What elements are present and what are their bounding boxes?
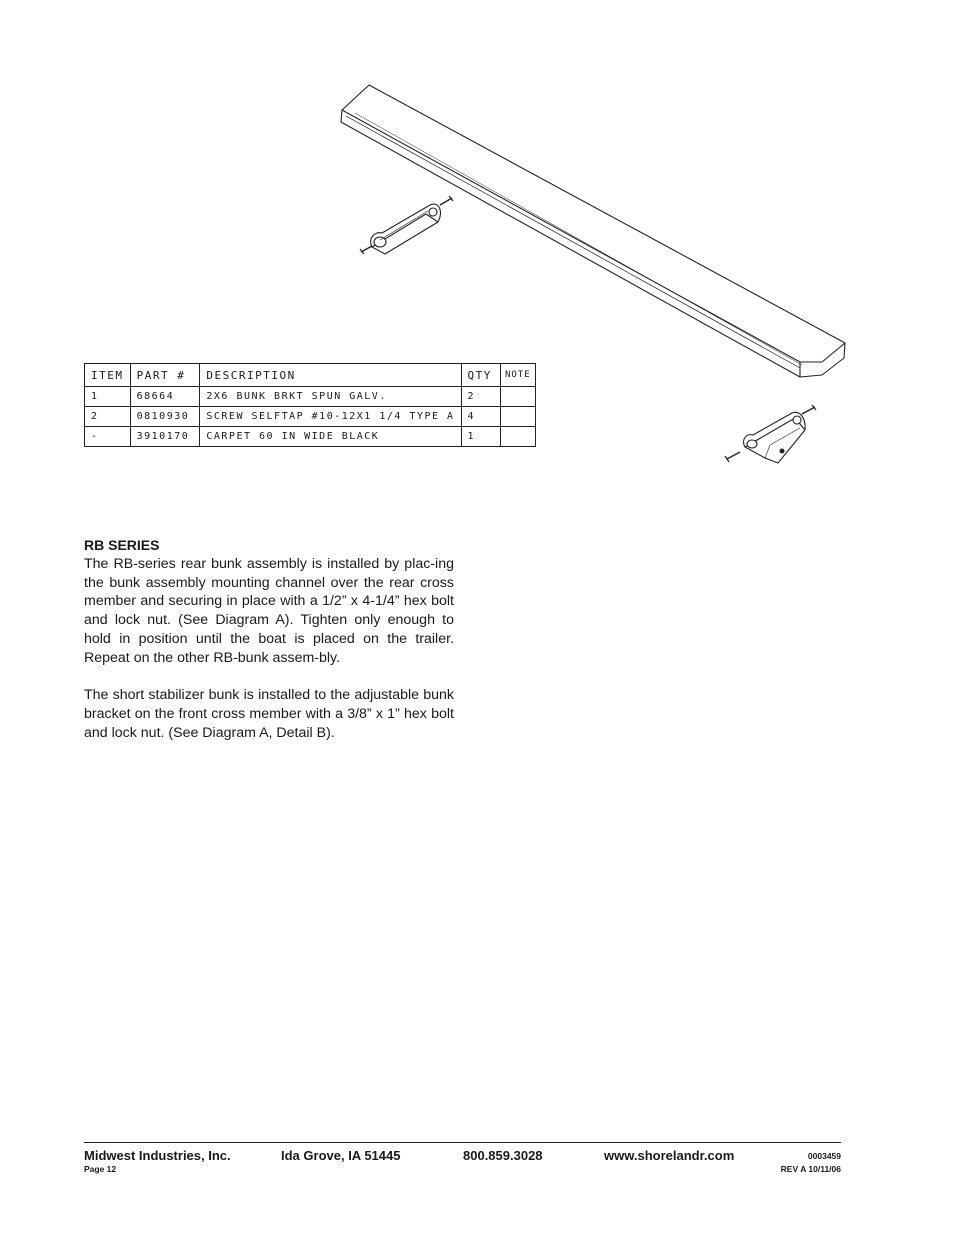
cell-note — [500, 407, 535, 427]
footer-company: Midwest Industries, Inc. — [84, 1148, 231, 1163]
cell-qty: 2 — [461, 387, 500, 407]
header-part-number: PART # — [130, 364, 200, 387]
cell-description: 2X6 BUNK BRKT SPUN GALV. — [200, 387, 461, 407]
cell-description: SCREW SELFTAP #10-12X1 1/4 TYPE A — [200, 407, 461, 427]
section-heading: RB SERIES — [84, 537, 160, 553]
table-row — [85, 387, 536, 407]
footer-rule — [84, 1142, 841, 1143]
footer-city: Ida Grove, IA 51445 — [281, 1148, 401, 1163]
cell-qty: 4 — [461, 407, 500, 427]
cell-item: 1 — [85, 387, 131, 407]
cell-note — [500, 427, 535, 447]
parts-table-header — [85, 364, 536, 387]
footer-phone: 800.859.3028 — [463, 1148, 543, 1163]
cell-item: 2 — [85, 407, 131, 427]
footer-revision: REV A 10/11/06 — [780, 1164, 841, 1174]
bunk-bracket-left — [360, 196, 453, 254]
parts-table — [84, 363, 536, 447]
cell-description: CARPET 60 IN WIDE BLACK — [200, 427, 461, 447]
cell-item: - — [85, 427, 131, 447]
cell-part-number: 3910170 — [130, 427, 200, 447]
bunk-bracket-right — [725, 405, 816, 463]
rb-series-section — [84, 536, 454, 762]
cell-note — [500, 387, 535, 407]
table-row — [85, 407, 536, 427]
cell-part-number: 68664 — [130, 387, 200, 407]
footer-doc-number: 0003459 — [807, 1151, 841, 1161]
section-paragraph-2: The short stabilizer bunk is installed to the adjustable bunk bracket on the front cross member with a 3/8” x 1” hex bolt and lock nut. (See Diagram A, Detail B). — [84, 687, 454, 741]
footer-page-number: Page 12 — [84, 1164, 117, 1174]
cell-part-number: 0810930 — [130, 407, 200, 427]
table-row — [85, 427, 536, 447]
header-item: ITEM — [85, 364, 131, 387]
header-qty: QTY — [461, 364, 500, 387]
footer-website: www.shorelandr.com — [604, 1148, 735, 1163]
cell-qty: 1 — [461, 427, 500, 447]
header-description: DESCRIPTION — [200, 364, 461, 387]
header-note: NOTE — [500, 364, 535, 387]
section-paragraph-1: The RB-series rear bunk assembly is installed by plac-ing the bunk assembly mounting channel over the rear cross member and securing in place with a 1/2” x 4-1/4” hex bolt and lock nut. (See Diagram A). Tighten only enough to hold in position until the boat is placed on the trailer. Repeat on the other RB-bunk assem-bly. — [84, 555, 454, 666]
